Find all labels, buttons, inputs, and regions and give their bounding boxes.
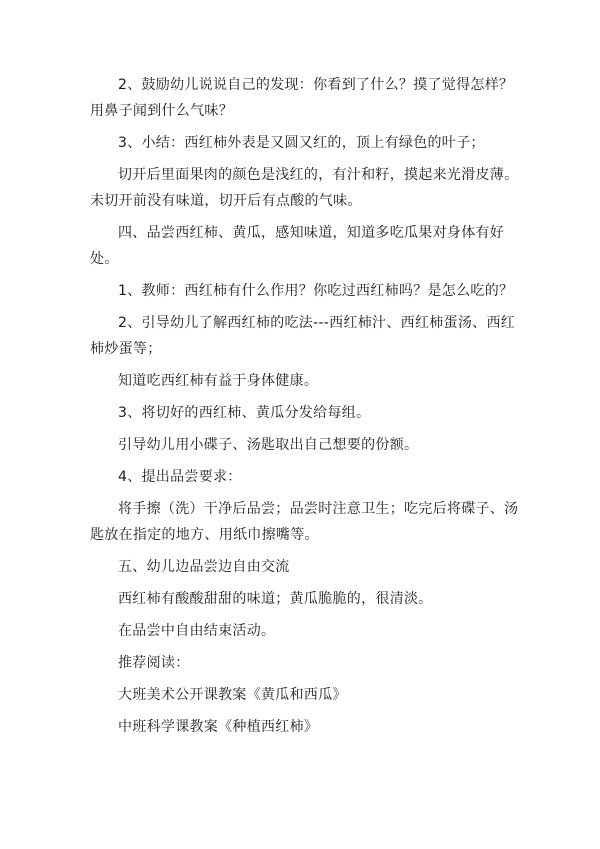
paragraph-teacher-question: 1、教师：西红柿有什么作用？你吃过西红柿吗？是怎么吃的？	[118, 283, 514, 299]
recommended-link-1[interactable]: 大班美术公开课教案《黄瓜和西瓜》	[118, 687, 347, 703]
paragraph-eating-methods: 2、引导幼儿了解西红柿的吃法---西红柿汁、西红柿蛋汤、西红柿炒蛋等；	[90, 315, 516, 357]
paragraph-end-activity: 在品尝中自由结束活动。	[118, 623, 276, 639]
paragraph-distribute: 3、将切好的西红柿、黄瓜分发给每组。	[118, 405, 371, 421]
document-body	[90, 72, 520, 746]
paragraph-discovery: 2、鼓励幼儿说说自己的发现：你看到了什么？摸了觉得怎样？用鼻子闻到什么气味？	[90, 77, 514, 119]
paragraph-cut-description: 切开后里面果肉的颜色是浅红的，有汁和籽，摸起来光滑皮薄。未切开前没有味道，切开后有点酸的气味。	[90, 167, 519, 209]
recommended-reading-label: 推荐阅读：	[118, 655, 190, 671]
paragraph-taste: 西红柿有酸酸甜甜的味道；黄瓜脆脆的，很清淡。	[118, 591, 433, 607]
section-heading-tasting: 四、品尝西红柿、黄瓜，感知味道，知道多吃瓜果对身体有好处。	[90, 225, 505, 267]
paragraph-guide-portion: 引导幼儿用小碟子、汤匙取出自己想要的份额。	[118, 437, 419, 453]
paragraph-hygiene: 将手擦（洗）干净后品尝；品尝时注意卫生；吃完后将碟子、汤匙放在指定的地方、用纸巾擦嘴等。	[90, 501, 519, 543]
recommended-link-2[interactable]: 中班科学课教案《种植西红柿》	[118, 719, 319, 735]
paragraph-tasting-requirements: 4、提出品尝要求：	[118, 469, 242, 485]
paragraph-summary: 3、小结：西红柿外表是又圆又红的，顶上有绿色的叶子；	[118, 135, 485, 151]
paragraph-health: 知道吃西红柿有益于身体健康。	[118, 373, 319, 389]
section-heading-exchange: 五、幼儿边品尝边自由交流	[118, 559, 290, 575]
